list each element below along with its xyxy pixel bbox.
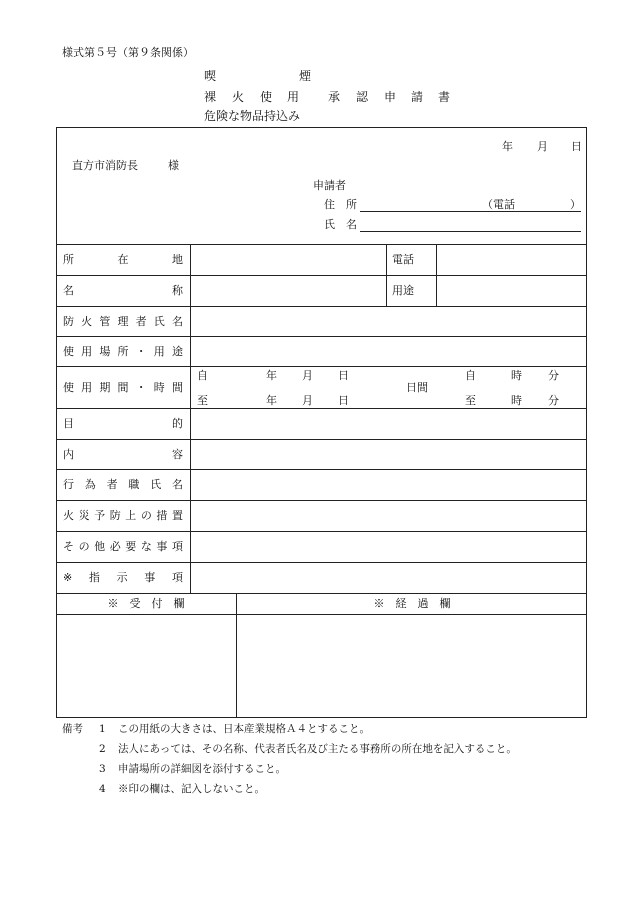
note-text: この用紙の大きさは、日本産業規格Ａ４とすること。 bbox=[118, 723, 370, 735]
title-char: 認 bbox=[356, 90, 369, 104]
place-purpose-value[interactable] bbox=[191, 337, 586, 366]
period-from-month: 月 bbox=[302, 369, 313, 382]
date-month: 月 bbox=[537, 140, 548, 153]
row-label-actor: 行 為 者 職 氏 名 bbox=[63, 478, 183, 491]
title-char: 申 bbox=[384, 90, 397, 104]
note-text: 申請場所の詳細図を添付すること。 bbox=[118, 763, 286, 775]
period-to-month: 月 bbox=[302, 394, 313, 407]
row-label-name: 名 称 bbox=[63, 284, 183, 297]
row-label-location: 所 在 地 bbox=[63, 253, 183, 266]
title-char: 火 bbox=[232, 90, 245, 104]
address-label: 住 所 bbox=[324, 198, 357, 211]
note-number: 1 bbox=[99, 723, 106, 735]
note-number: 3 bbox=[99, 763, 106, 775]
row-divider bbox=[56, 593, 587, 594]
row-divider bbox=[56, 366, 587, 367]
time-to: 至 bbox=[465, 394, 476, 407]
row-label-instruction: ※ 指 示 事 項 bbox=[63, 571, 183, 584]
purpose-value[interactable] bbox=[191, 409, 586, 439]
date-day: 日 bbox=[571, 140, 582, 153]
title-char: 請 bbox=[411, 90, 424, 104]
other-value[interactable] bbox=[191, 532, 586, 562]
title-char: 使 bbox=[260, 90, 273, 104]
row-label-content: 内 容 bbox=[63, 448, 183, 461]
notes-label: 備考 bbox=[62, 723, 83, 735]
note-text: ※印の欄は、記入しないこと。 bbox=[118, 783, 265, 795]
progress-area[interactable] bbox=[237, 615, 586, 717]
progress-header: ※ 経 過 欄 bbox=[373, 597, 451, 610]
title-char: 書 bbox=[438, 90, 451, 104]
row-label-purpose: 目 的 bbox=[63, 417, 183, 430]
period-from-day: 日 bbox=[338, 369, 349, 382]
time-to-minute: 分 bbox=[548, 394, 559, 407]
note-text: 法人にあっては、その名称、代表者氏名及び主たる事務所の所在地を記入すること。 bbox=[118, 743, 517, 755]
row-label-other: そ の 他 必 要 な 事 項 bbox=[63, 540, 183, 553]
fire-prevention-value[interactable] bbox=[191, 501, 586, 531]
time-from-hour: 時 bbox=[511, 369, 522, 382]
phone-close: ） bbox=[570, 198, 581, 211]
title-dangerous-goods: 危険な物品持込み bbox=[204, 109, 301, 123]
reception-header: ※ 受 付 欄 bbox=[107, 597, 185, 610]
address-underline[interactable] bbox=[360, 211, 581, 212]
date-year: 年 bbox=[502, 140, 513, 153]
time-to-hour: 時 bbox=[511, 394, 522, 407]
period-from-year: 年 bbox=[266, 369, 277, 382]
reception-area[interactable] bbox=[57, 615, 236, 717]
row-label-fire-prevention: 火 災 予 防 上 の 措 置 bbox=[63, 509, 183, 522]
note-number: 4 bbox=[99, 783, 106, 795]
honorific: 様 bbox=[168, 159, 179, 172]
title-char: 裸 bbox=[204, 90, 217, 104]
form-number: 様式第５号（第９条関係） bbox=[62, 46, 194, 59]
row-label-period: 使 用 期 間 ・ 時 間 bbox=[63, 381, 183, 394]
time-from: 自 bbox=[465, 369, 476, 382]
title-smoking-char2: 煙 bbox=[299, 69, 312, 83]
location-value[interactable] bbox=[191, 245, 385, 275]
title-char: 用 bbox=[287, 90, 300, 104]
row-label-fire-manager: 防 火 管 理 者 氏 名 bbox=[63, 315, 183, 328]
period-to: 至 bbox=[197, 394, 208, 407]
addressee: 直方市消防長 bbox=[72, 159, 138, 172]
period-from: 自 bbox=[197, 369, 208, 382]
row-label-usage: 用途 bbox=[392, 284, 414, 297]
name-underline[interactable] bbox=[360, 231, 581, 232]
name-label: 氏 名 bbox=[324, 218, 357, 231]
time-from-minute: 分 bbox=[548, 369, 559, 382]
fire-manager-value[interactable] bbox=[191, 307, 586, 336]
actor-value[interactable] bbox=[191, 470, 586, 500]
period-to-day: 日 bbox=[338, 394, 349, 407]
applicant-label: 申請者 bbox=[313, 179, 346, 192]
name-value[interactable] bbox=[191, 276, 385, 306]
period-days: 日間 bbox=[406, 381, 428, 394]
content-value[interactable] bbox=[191, 440, 586, 469]
period-to-year: 年 bbox=[266, 394, 277, 407]
subcolumn-divider bbox=[386, 244, 387, 306]
instruction-value[interactable] bbox=[191, 563, 586, 593]
row-label-phone: 電話 bbox=[392, 253, 414, 266]
phone-open: （電話 bbox=[482, 198, 515, 211]
title-smoking-char1: 喫 bbox=[204, 69, 217, 83]
title-char: 承 bbox=[328, 90, 341, 104]
usage-value[interactable] bbox=[437, 276, 586, 306]
note-number: 2 bbox=[99, 743, 106, 755]
row-label-place-purpose: 使 用 場 所 ・ 用 途 bbox=[63, 345, 183, 358]
phone-value[interactable] bbox=[437, 245, 586, 275]
